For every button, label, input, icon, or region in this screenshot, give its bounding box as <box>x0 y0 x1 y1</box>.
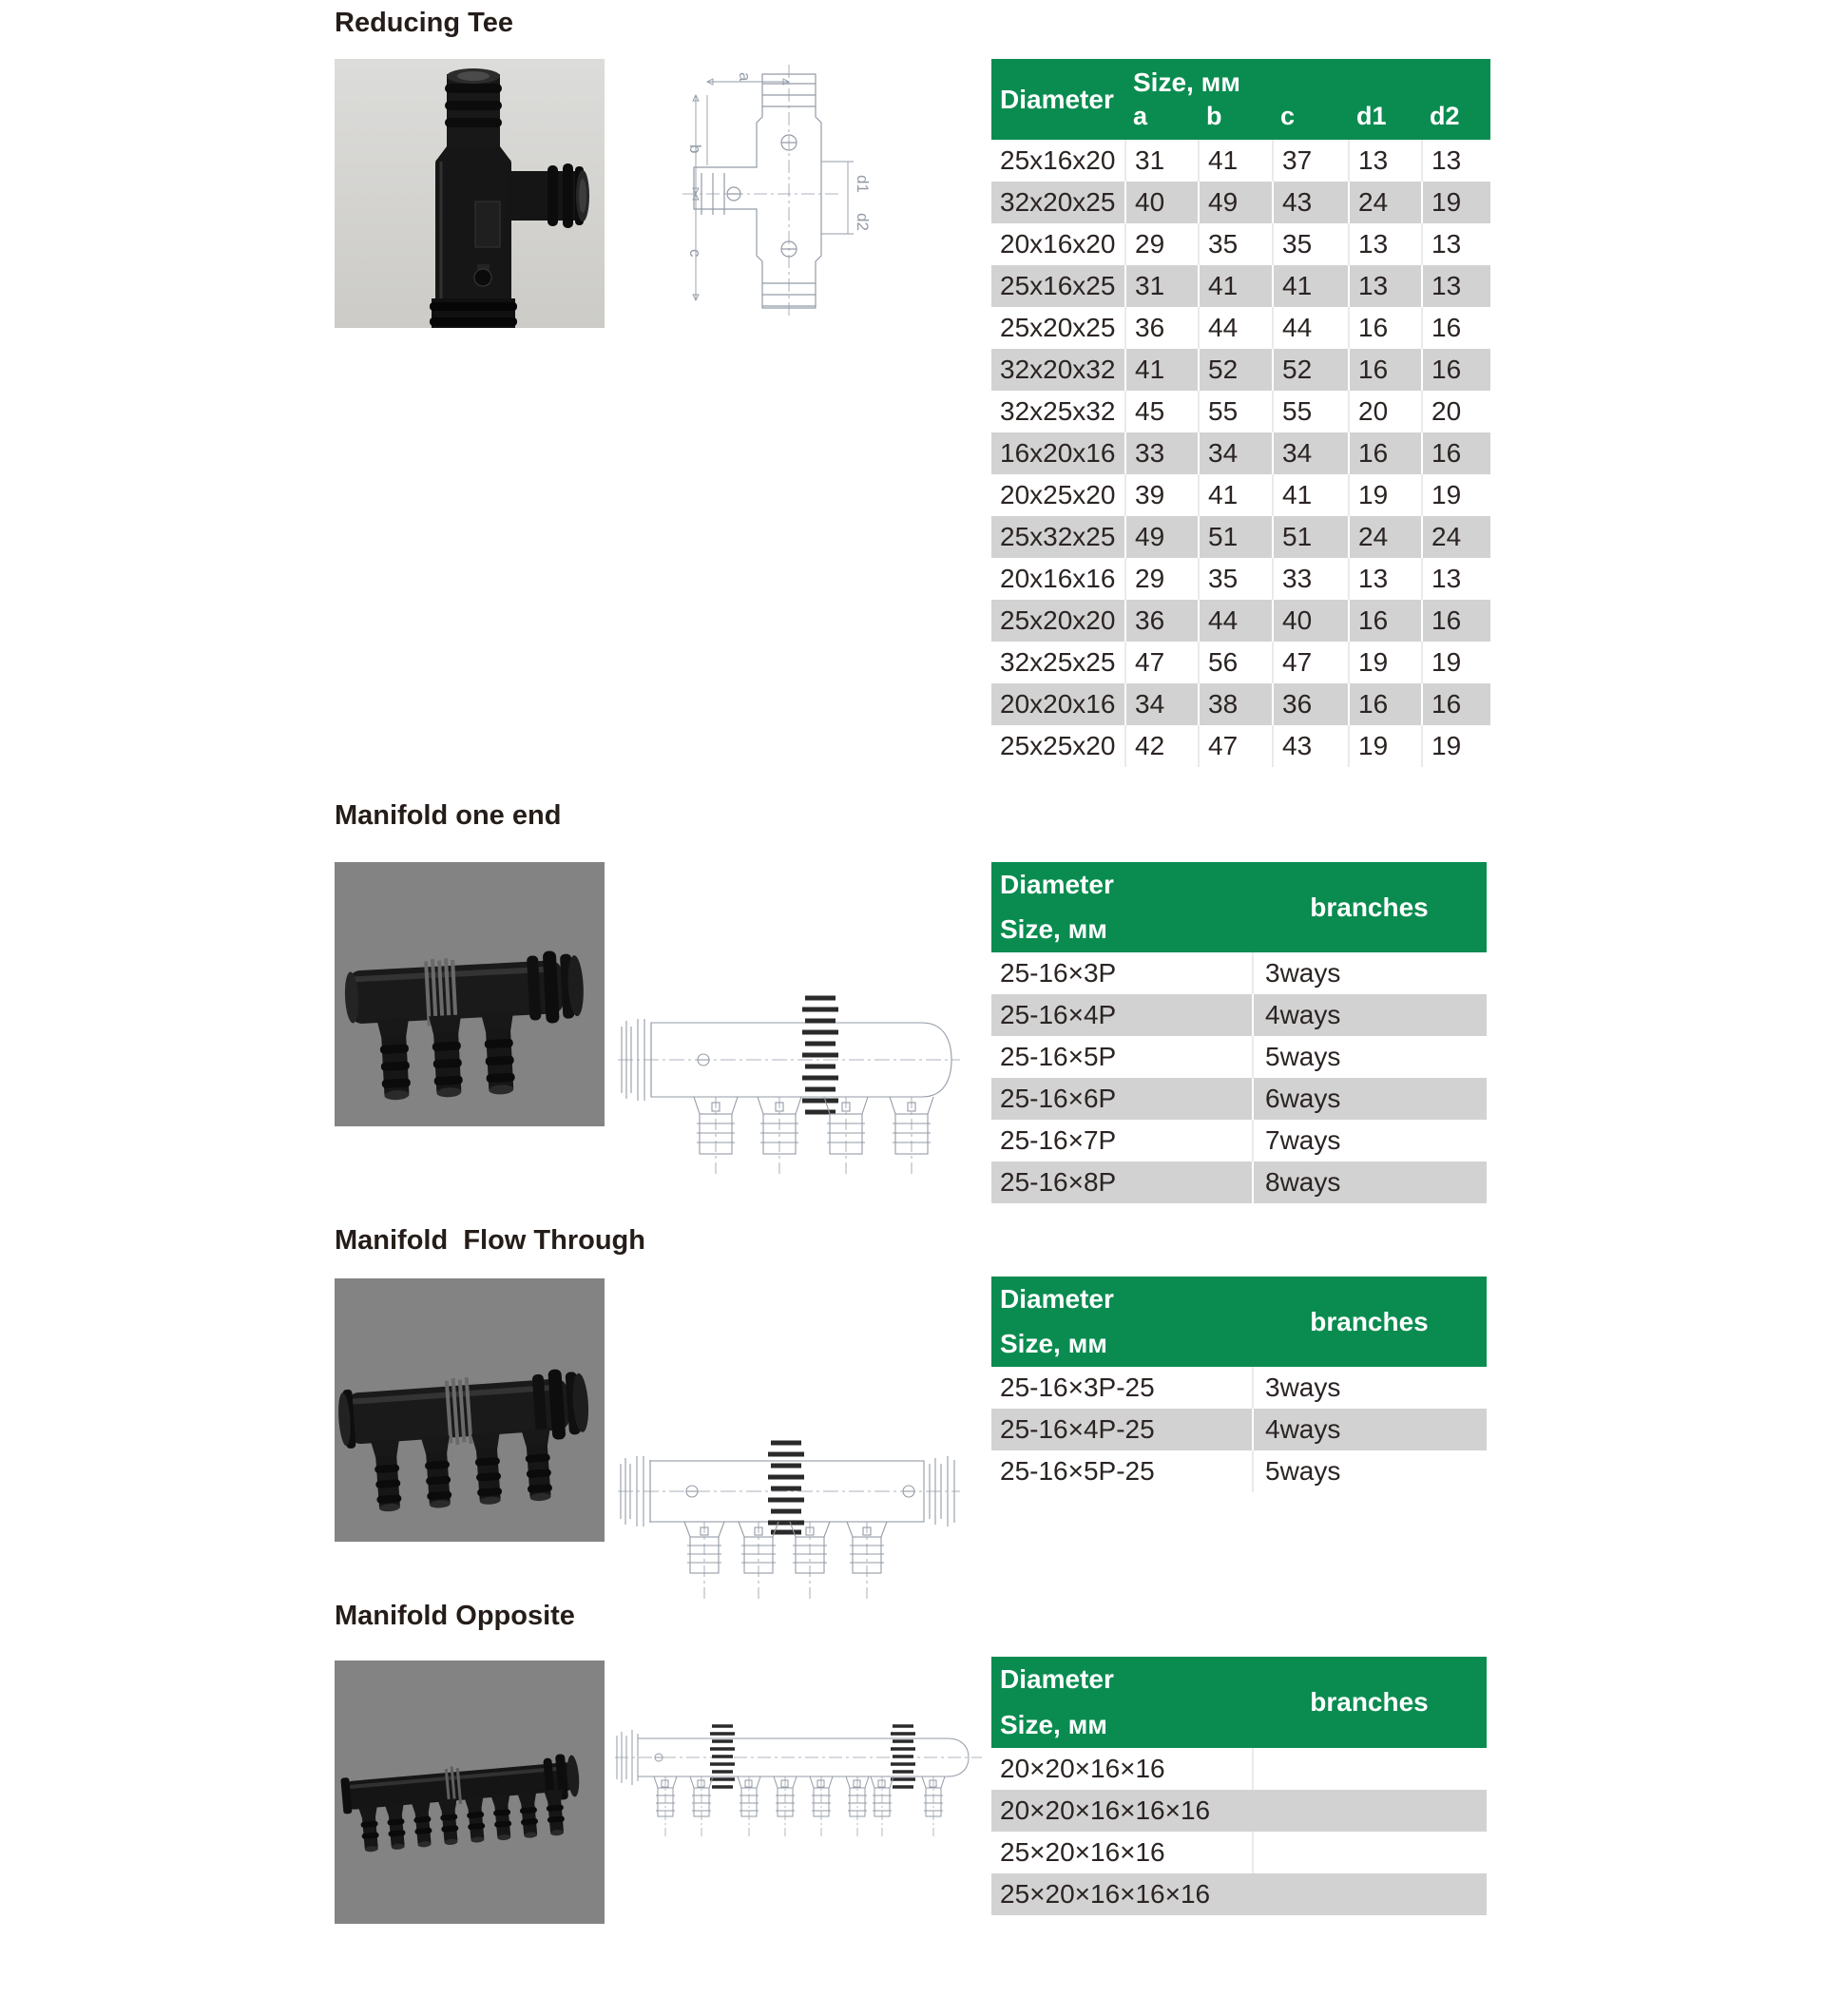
section-title-manifold-opposite: Manifold Opposite <box>335 1601 575 1631</box>
column-header-diameter: Diameter <box>1000 84 1114 114</box>
manifold-flow-through-table-header <box>991 1277 1487 1367</box>
cell-b: 56 <box>1198 642 1272 683</box>
manifold-opposite-drawing <box>613 1722 986 1865</box>
table-row <box>991 1367 1487 1409</box>
column-header-size-group: Size, мм <box>1133 67 1241 97</box>
cell-b: 35 <box>1198 558 1272 600</box>
cell-diameter: 20x25x20 <box>1000 480 1116 509</box>
table-row <box>991 1790 1487 1832</box>
cell-a: 49 <box>1124 516 1198 558</box>
column-header-size: Size, мм <box>1000 1329 1108 1358</box>
cell-branches <box>1252 1832 1487 1873</box>
cell-c: 47 <box>1272 642 1348 683</box>
cell-diameter: 32x20x25 <box>1000 187 1116 217</box>
cell-b: 51 <box>1198 516 1272 558</box>
section-title-manifold-one-end: Manifold one end <box>335 800 562 831</box>
cell-d1: 19 <box>1348 474 1421 516</box>
table-row <box>991 1873 1487 1915</box>
dim-label-d1: d1 <box>854 175 872 193</box>
dim-label-d2: d2 <box>854 213 872 231</box>
manifold-flow-through-photo-image <box>335 1278 605 1542</box>
cell-d2: 16 <box>1421 349 1490 391</box>
cell-size: 25×20×16×16 <box>1000 1837 1165 1867</box>
manifold-opposite-photo <box>335 1661 605 1924</box>
table-row <box>991 994 1487 1036</box>
reducing-tee-photo-image <box>335 59 605 328</box>
cell-a: 33 <box>1124 432 1198 474</box>
cell-c: 55 <box>1272 391 1348 432</box>
cell-size: 25-16×4P <box>1000 1000 1117 1029</box>
cell-a: 36 <box>1124 307 1198 349</box>
table-row <box>991 1409 1487 1450</box>
cell-size: 25-16×3P-25 <box>1000 1373 1155 1402</box>
cell-d1: 20 <box>1348 391 1421 432</box>
cell-a: 36 <box>1124 600 1198 642</box>
cell-diameter: 32x25x32 <box>1000 396 1116 426</box>
cell-d2: 13 <box>1421 223 1490 265</box>
cell-diameter: 32x20x32 <box>1000 355 1116 384</box>
cell-branches: 5ways <box>1252 1450 1487 1492</box>
column-header-diameter: Diameter <box>1000 1284 1114 1314</box>
manifold-one-end-photo <box>335 862 605 1126</box>
column-header-size: Size, мм <box>1000 914 1108 944</box>
cell-branches: 4ways <box>1252 994 1487 1036</box>
table-row <box>991 683 1490 725</box>
section-title-reducing-tee: Reducing Tee <box>335 8 513 38</box>
manifold-one-end-table-body <box>991 952 1487 1203</box>
cell-branches <box>1252 1873 1487 1915</box>
cell-a: 40 <box>1124 182 1198 223</box>
manifold-opposite-table-header <box>991 1657 1487 1748</box>
cell-branches: 7ways <box>1252 1120 1487 1162</box>
cell-d1: 24 <box>1348 182 1421 223</box>
reducing-tee-table-body <box>991 140 1490 767</box>
table-row <box>991 432 1490 474</box>
column-header-branches: branches <box>1310 892 1429 922</box>
cell-diameter: 25x20x20 <box>1000 605 1116 635</box>
cell-c: 44 <box>1272 307 1348 349</box>
cell-a: 29 <box>1124 558 1198 600</box>
cell-c: 41 <box>1272 474 1348 516</box>
cell-a: 31 <box>1124 265 1198 307</box>
table-row <box>991 1450 1487 1492</box>
cell-b: 38 <box>1198 683 1272 725</box>
column-header-branches: branches <box>1310 1687 1429 1717</box>
table-row <box>991 1078 1487 1120</box>
cell-branches: 3ways <box>1252 952 1487 994</box>
column-header-c: c <box>1280 102 1296 130</box>
table-row <box>991 391 1490 432</box>
cell-d2: 13 <box>1421 265 1490 307</box>
cell-b: 44 <box>1198 307 1272 349</box>
cell-d2: 13 <box>1421 558 1490 600</box>
cell-branches: 6ways <box>1252 1078 1487 1120</box>
table-row <box>991 223 1490 265</box>
manifold-opposite-photo-image <box>335 1661 605 1924</box>
column-header-diameter: Diameter <box>1000 1664 1114 1694</box>
column-header-d2: d2 <box>1430 102 1460 130</box>
cell-a: 47 <box>1124 642 1198 683</box>
manifold-one-end-photo-image <box>335 862 605 1126</box>
cell-a: 29 <box>1124 223 1198 265</box>
table-row <box>991 307 1490 349</box>
column-header-size: Size, мм <box>1000 1710 1108 1739</box>
cell-d2: 16 <box>1421 432 1490 474</box>
reducing-tee-drawing <box>681 63 890 321</box>
cell-d1: 16 <box>1348 349 1421 391</box>
cell-c: 43 <box>1272 182 1348 223</box>
cell-d2: 20 <box>1421 391 1490 432</box>
cell-diameter: 25x25x20 <box>1000 731 1116 760</box>
cell-c: 33 <box>1272 558 1348 600</box>
reducing-tee-table-header <box>991 59 1490 140</box>
dim-label-c: c <box>686 249 704 258</box>
column-header-branches: branches <box>1310 1306 1429 1336</box>
manifold-flow-through-table <box>991 1277 1487 1492</box>
manifold-one-end-table-header <box>991 862 1487 952</box>
cell-branches: 8ways <box>1252 1162 1487 1203</box>
cell-c: 37 <box>1272 140 1348 182</box>
cell-b: 35 <box>1198 223 1272 265</box>
cell-diameter: 32x25x25 <box>1000 647 1116 677</box>
table-row <box>991 725 1490 767</box>
cell-d2: 13 <box>1421 140 1490 182</box>
table-row <box>991 349 1490 391</box>
cell-b: 55 <box>1198 391 1272 432</box>
column-header-diameter: Diameter <box>1000 870 1114 899</box>
table-row <box>991 1162 1487 1203</box>
cell-size: 25×20×16×16×16 <box>1000 1879 1211 1909</box>
table-row <box>991 1120 1487 1162</box>
cell-d1: 16 <box>1348 683 1421 725</box>
cell-c: 41 <box>1272 265 1348 307</box>
dim-label-a: a <box>736 72 754 82</box>
cell-diameter: 25x16x25 <box>1000 271 1116 300</box>
cell-d2: 24 <box>1421 516 1490 558</box>
cell-d2: 16 <box>1421 307 1490 349</box>
column-header-b: b <box>1206 102 1222 130</box>
cell-d2: 19 <box>1421 725 1490 767</box>
cell-size: 25-16×7P <box>1000 1125 1117 1155</box>
cell-diameter: 25x16x20 <box>1000 145 1116 175</box>
cell-diameter: 16x20x16 <box>1000 438 1116 468</box>
table-row <box>991 516 1490 558</box>
cell-diameter: 20x20x16 <box>1000 689 1116 719</box>
manifold-flow-through-drawing <box>616 1437 963 1622</box>
manifold-flow-through-photo <box>335 1278 605 1542</box>
cell-diameter: 25x32x25 <box>1000 522 1116 551</box>
cell-size: 25-16×5P-25 <box>1000 1456 1155 1486</box>
cell-d1: 16 <box>1348 600 1421 642</box>
table-row <box>991 1832 1487 1873</box>
cell-c: 43 <box>1272 725 1348 767</box>
cell-size: 25-16×6P <box>1000 1084 1117 1113</box>
cell-b: 41 <box>1198 140 1272 182</box>
cell-c: 35 <box>1272 223 1348 265</box>
manifold-opposite-table <box>991 1657 1487 1915</box>
cell-branches: 4ways <box>1252 1409 1487 1450</box>
cell-branches: 5ways <box>1252 1036 1487 1078</box>
cell-a: 45 <box>1124 391 1198 432</box>
cell-d1: 16 <box>1348 307 1421 349</box>
table-row <box>991 558 1490 600</box>
manifold-flow-through-table-body <box>991 1367 1487 1492</box>
column-header-d1: d1 <box>1356 102 1387 130</box>
cell-d2: 19 <box>1421 182 1490 223</box>
manifold-opposite-table-body <box>991 1748 1487 1915</box>
cell-size: 25-16×4P-25 <box>1000 1414 1155 1444</box>
cell-d1: 13 <box>1348 558 1421 600</box>
cell-d1: 13 <box>1348 223 1421 265</box>
cell-b: 34 <box>1198 432 1272 474</box>
cell-c: 52 <box>1272 349 1348 391</box>
cell-d2: 19 <box>1421 642 1490 683</box>
column-header-a: a <box>1133 102 1148 130</box>
table-row <box>991 265 1490 307</box>
cell-c: 40 <box>1272 600 1348 642</box>
cell-diameter: 25x20x25 <box>1000 313 1116 342</box>
cell-size: 20×20×16×16×16 <box>1000 1795 1211 1825</box>
reducing-tee-table <box>991 59 1490 767</box>
reducing-tee-photo <box>335 59 605 328</box>
cell-branches <box>1252 1790 1487 1832</box>
cell-branches <box>1252 1748 1487 1790</box>
cell-d1: 13 <box>1348 140 1421 182</box>
cell-b: 41 <box>1198 474 1272 516</box>
cell-diameter: 20x16x16 <box>1000 564 1116 593</box>
cell-size: 25-16×5P <box>1000 1042 1117 1071</box>
table-row <box>991 952 1487 994</box>
cell-branches: 3ways <box>1252 1367 1487 1409</box>
cell-c: 34 <box>1272 432 1348 474</box>
cell-diameter: 20x16x20 <box>1000 229 1116 259</box>
cell-b: 49 <box>1198 182 1272 223</box>
cell-size: 20×20×16×16 <box>1000 1754 1165 1783</box>
cell-size: 25-16×3P <box>1000 958 1117 988</box>
cell-d2: 16 <box>1421 683 1490 725</box>
table-row <box>991 1748 1487 1790</box>
cell-b: 44 <box>1198 600 1272 642</box>
cell-b: 41 <box>1198 265 1272 307</box>
table-row <box>991 140 1490 182</box>
table-row <box>991 642 1490 683</box>
table-row <box>991 1036 1487 1078</box>
cell-b: 47 <box>1198 725 1272 767</box>
manifold-one-end-drawing <box>616 970 963 1188</box>
dim-label-b: b <box>686 144 704 154</box>
cell-b: 52 <box>1198 349 1272 391</box>
cell-a: 41 <box>1124 349 1198 391</box>
cell-a: 31 <box>1124 140 1198 182</box>
table-row <box>991 600 1490 642</box>
cell-d1: 24 <box>1348 516 1421 558</box>
cell-d1: 16 <box>1348 432 1421 474</box>
cell-a: 34 <box>1124 683 1198 725</box>
manifold-one-end-table <box>991 862 1487 1203</box>
cell-a: 39 <box>1124 474 1198 516</box>
table-row <box>991 182 1490 223</box>
cell-d1: 19 <box>1348 725 1421 767</box>
cell-c: 36 <box>1272 683 1348 725</box>
cell-d2: 19 <box>1421 474 1490 516</box>
cell-c: 51 <box>1272 516 1348 558</box>
cell-d2: 16 <box>1421 600 1490 642</box>
cell-d1: 13 <box>1348 265 1421 307</box>
cell-size: 25-16×8P <box>1000 1167 1117 1197</box>
section-title-manifold-flow-through: Manifold Flow Through <box>335 1225 645 1256</box>
cell-a: 42 <box>1124 725 1198 767</box>
cell-d1: 19 <box>1348 642 1421 683</box>
table-row <box>991 474 1490 516</box>
